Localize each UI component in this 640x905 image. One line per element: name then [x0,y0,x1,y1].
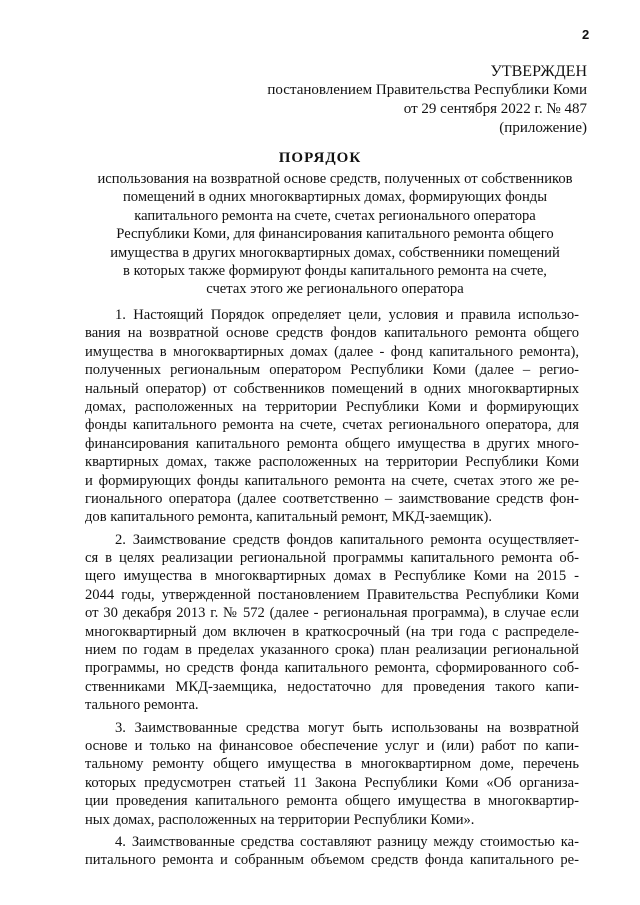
subtitle-line: счетах этого же регионального оператора [206,281,464,298]
paragraph-line: имущества в многоквартирных домах (далее - фонд капитального ремонта), [85,343,579,360]
paragraph-line: нальный оператор) от собственников помещений в одних многоквартирных [85,380,579,397]
paragraph-line: 2044 годы, утвержденной постановлением Правительства Республики Коми [85,586,579,603]
paragraph-line: 3. Заимствованные средства могут быть использованы на возвратной [115,719,579,736]
paragraph-line: щего имущества в многоквартирных домах в Республике Коми на 2015 - [85,568,579,585]
paragraph-line: фонды капитального ремонта на счете, счетах регионального оператора, для [85,417,579,434]
approval-stamp [267,62,587,138]
subtitle-line: Республики Коми, для финансирования капитального ремонта общего [116,226,554,243]
paragraph-line: и формирующих фонды капитального ремонта на счете, счетах этого же ре- [85,472,579,489]
paragraph-line: программы, но средств фонда капитального ремонта, сформированного соб- [85,660,579,677]
paragraph-line: квартирных домах, также расположенных на территории Республики Коми [85,454,579,471]
paragraph [85,833,579,870]
approval-line-annex: (приложение) [499,120,587,136]
paragraph-line: домах, расположенных на территории Республики Коми и формирующих [85,398,579,415]
paragraph-line: вания на возвратной основе средств фондов капитального ремонта общего [85,325,579,342]
paragraph-line: ственниками МКД-заемщика, недостаточно для проведения такого капи- [85,678,579,695]
approval-line-decree: постановлением Правительства Республики Коми [267,82,587,98]
paragraph [85,531,579,715]
subtitle-line: в которых также формируют фонды капитального ремонта на счете, [123,263,547,280]
paragraph-line: тальному ремонту общего имущества в многоквартирном доме, перечень [85,756,579,773]
subtitle-line: помещений в одних многоквартирных домах, формирующих фонды [122,189,548,206]
document-body [85,306,579,870]
document-title: ПОРЯДОК [278,150,362,166]
page-number: 2 [582,27,590,42]
paragraph-line: финансирования капитального ремонта общего имущества в других много- [85,435,579,452]
paragraph-line: 4. Заимствованные средства составляют разницу между стоимостью ка- [115,833,579,850]
paragraph-line: ся в целях реализации региональной программы капитального ремонта об- [85,550,579,567]
paragraph-line: ции проведения капитального ремонта общего имущества в многоквартир- [85,793,579,810]
paragraph-line: основе и только на финансовое обеспечение услуг и (или) работ по капи- [85,737,579,754]
approval-line-date: от 29 сентября 2022 г. № 487 [403,101,587,117]
paragraph-line: которых предусмотрен статьей 11 Закона Республики Коми «Об организа- [85,774,579,791]
paragraph-line: гионального оператора (далее соответственно – заимствование средств фон- [85,490,579,507]
paragraph-line: тального ремонта. [85,697,199,714]
paragraph-line: многоквартирный дом включен в краткосрочный (на три года с распределе- [85,623,579,640]
paragraph-line: 1. Настоящий Порядок определяет цели, условия и правила использо- [115,307,579,323]
paragraph-line: ных домах, расположенных на территории Республики Коми». [85,811,475,828]
paragraph-line: 2. Заимствование средств фондов капитального ремонта осуществляет- [115,531,579,548]
subtitle-line: капитального ремонта на счете, счетах регионального оператора [134,207,536,224]
approval-heading: УТВЕРЖДЕН [490,63,587,80]
paragraph [85,306,579,527]
paragraph-line: питального ремонта и собранным объемом средств фонда капитального ре- [85,852,579,869]
paragraph-line: дов капитального ремонта, капитальный ремонт, МКД-заемщик). [85,509,493,526]
paragraph-line: от 30 декабря 2013 г. № 572 (далее - региональная программа), в случае если [85,605,579,622]
paragraph [85,719,579,829]
paragraph-line: нием по годам в пределах указанного срока) план реализации региональной [85,642,579,659]
document-subtitle [75,170,595,299]
subtitle-line: имущества в других многоквартирных домах, собственники помещений [110,244,560,261]
subtitle-line: использования на возвратной основе средств, полученных от собственников [97,171,573,187]
paragraph-line: полученных региональным оператором Республики Коми (далее – регио- [85,362,579,379]
